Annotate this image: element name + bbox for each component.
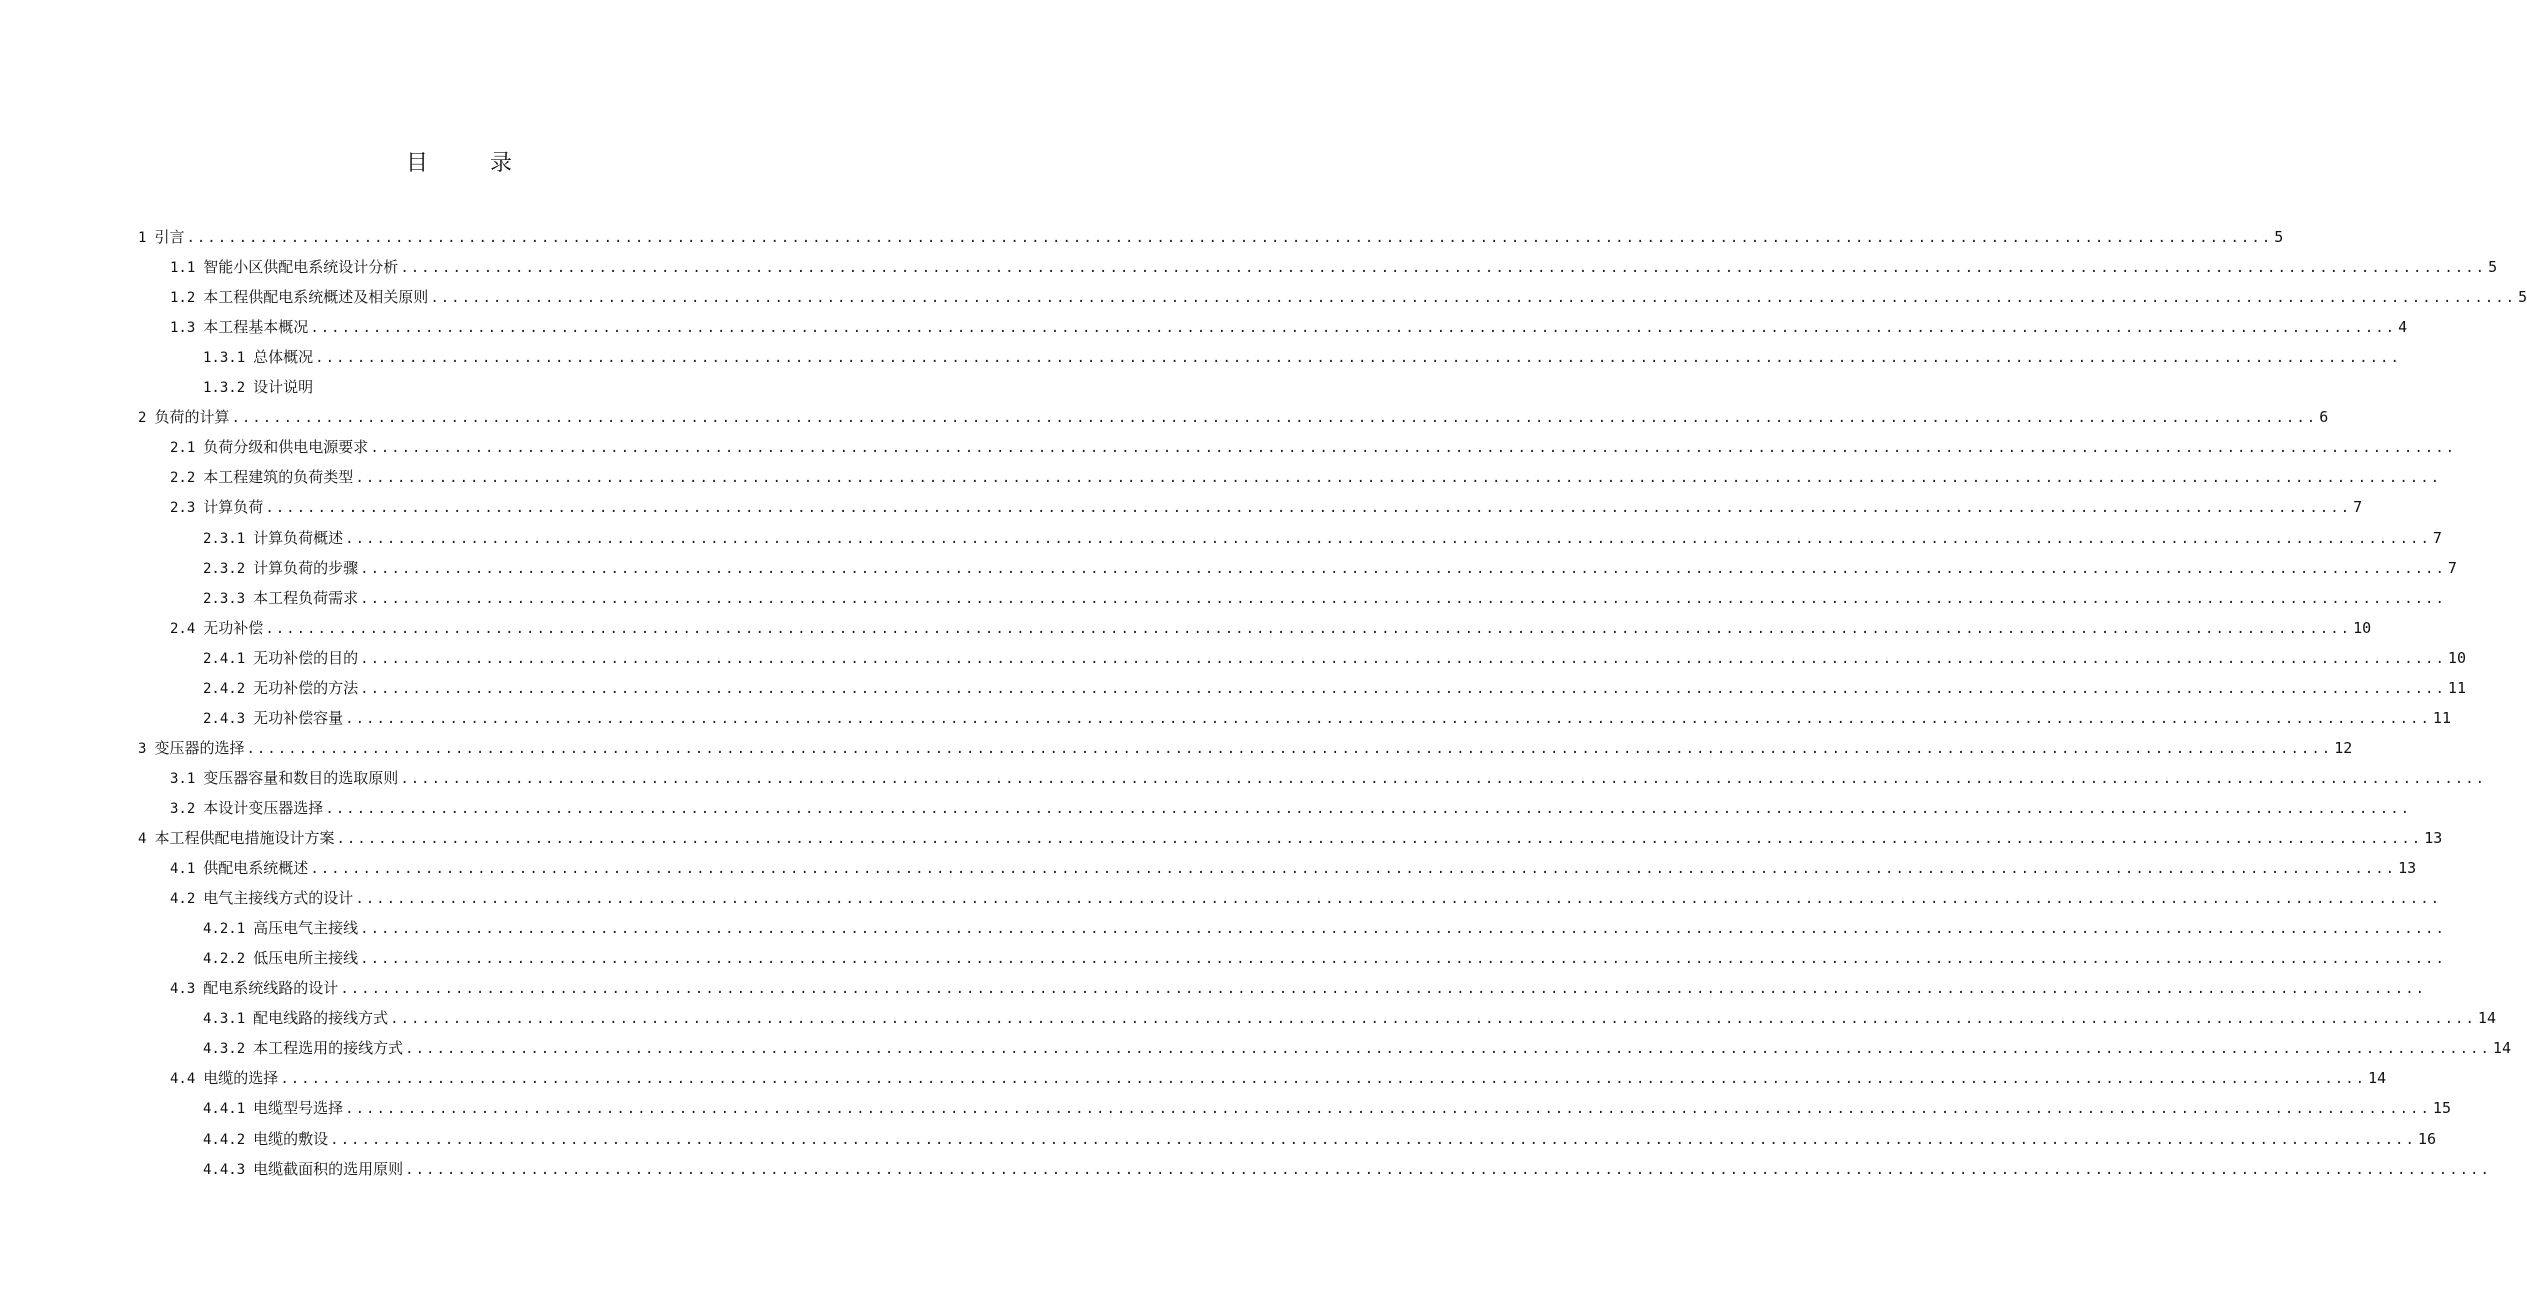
toc-entry-number: 1.3.2 — [203, 380, 246, 397]
toc-entry-title: 本设计变压器选择 — [203, 798, 324, 817]
toc-entry[interactable] — [203, 1154, 2491, 1184]
toc-entry-title: 电缆的敷设 — [253, 1129, 329, 1148]
toc-entry-title: 本工程基本概况 — [203, 318, 309, 337]
toc-entry-number: 2.3.1 — [203, 530, 246, 547]
toc-entry[interactable]: 1.1 智能小区供配电系统设计分析 ........................................................................................................................................................................................................ 5 — [170, 252, 842, 282]
toc-entry-number: 2.4.3 — [203, 710, 246, 727]
toc-entry[interactable]: 1 引言 ........................................................................................................................................................................................................ 5 — [138, 222, 842, 252]
toc-leader-dots: ........................................................................................................................................................................................................ — [360, 650, 2446, 667]
toc-entry[interactable]: 2.3.2 计算负荷的步骤 ........................................................................................................................................................................................................ 7 — [203, 553, 842, 583]
toc-leader-dots: ........................................................................................................................................................................................................ — [400, 260, 2487, 277]
toc-leader-dots: ........................................................................................................................................................................................................ — [400, 770, 2487, 787]
toc-leader-dots: ........................................................................................................................................................................................................ — [360, 560, 2446, 577]
toc-entry-title: 本工程选用的接线方式 — [253, 1039, 404, 1058]
toc-leader-dots: ........................................................................................................................................................................................................ — [405, 1161, 2491, 1178]
title-char-2: 录 — [490, 151, 515, 176]
toc-leader-dots: ........................................................................................................................................................................................................ — [186, 230, 2273, 246]
toc-entry[interactable] — [203, 342, 2401, 372]
toc-entry-number: 4.4.1 — [203, 1101, 246, 1118]
toc-entry[interactable]: 2.4 无功补偿 ........................................................................................................................................................................................................ 10 — [170, 613, 842, 643]
toc-entry[interactable]: 4.3.2 本工程选用的接线方式 ........................................................................................................................................................................................................ 14 — [203, 1033, 842, 1063]
toc-entry[interactable] — [170, 973, 2427, 1003]
toc-entry-number: 2.1 — [170, 440, 196, 457]
toc-entry[interactable]: 4.4.2 电缆的敷设 ........................................................................................................................................................................................................ 16 — [203, 1124, 842, 1154]
toc-entry[interactable]: 1.3 本工程基本概况 ........................................................................................................................................................................................................ 4 — [170, 312, 842, 342]
toc-leader-dots: ........................................................................................................................................................................................................ — [360, 680, 2446, 697]
toc-entry-number: 4.2 — [170, 891, 196, 908]
toc-entry-title: 负荷的计算 — [154, 408, 230, 427]
toc-entry-title: 设计说明 — [253, 378, 314, 397]
toc-leader-dots: ........................................................................................................................................................................................................ — [330, 1131, 2416, 1148]
toc-entry-title: 计算负荷 — [203, 498, 264, 517]
toc-leader-dots: ........................................................................................................................................................................................................ — [345, 710, 2431, 727]
toc-entry-number: 2.3.2 — [203, 560, 246, 577]
toc-entry[interactable] — [203, 913, 2446, 943]
toc-entry-number: 4.3.2 — [203, 1041, 246, 1058]
toc-leader-dots: ........................................................................................................................................................................................................ — [355, 470, 2442, 487]
toc-entry-title: 本工程供配电措施设计方案 — [154, 829, 335, 847]
toc-leader-dots: ........................................................................................................................................................................................................ — [360, 590, 2446, 607]
toc-leader-dots: ........................................................................................................................................................................................................ — [405, 1041, 2491, 1058]
toc-entry[interactable] — [170, 462, 2442, 492]
toc-entry-number: 2.4.2 — [203, 680, 246, 697]
toc-entry-title: 计算负荷概述 — [253, 528, 344, 547]
toc-entry[interactable]: 2.3 计算负荷 ........................................................................................................................................................................................................ 7 — [170, 492, 842, 522]
toc-entry-number: 3 — [138, 740, 147, 757]
toc-entry-number: 4.2.1 — [203, 921, 246, 938]
toc-entry-number: 4.2.2 — [203, 951, 246, 968]
toc-entry-title: 电缆的选择 — [203, 1069, 279, 1088]
toc-entry-number: 1 — [138, 230, 147, 246]
toc-entry-title: 电气主接线方式的设计 — [203, 889, 354, 908]
toc-entry-title: 无功补偿 — [203, 618, 264, 637]
toc-entry[interactable] — [170, 883, 2442, 913]
toc-entry-number: 2.2 — [170, 470, 196, 487]
toc-entry-title: 电缆型号选择 — [253, 1099, 344, 1118]
toc-leader-dots: ........................................................................................................................................................................................................ — [265, 500, 2352, 517]
toc-entry-title: 低压电所主接线 — [253, 949, 359, 968]
toc-entry-number: 4.1 — [170, 861, 196, 878]
title-char-1: 目 — [405, 151, 430, 176]
toc-entry[interactable] — [170, 763, 2487, 793]
toc-entry-number: 4 — [138, 831, 147, 847]
toc-leader-dots: ........................................................................................................................................................................................................ — [360, 921, 2446, 938]
toc-leader-dots: ........................................................................................................................................................................................................ — [280, 1071, 2367, 1088]
toc-entry-title: 引言 — [154, 228, 185, 246]
toc-leader-dots: ........................................................................................................................................................................................................ — [390, 1011, 2476, 1028]
toc-entry[interactable]: 3 变压器的选择 ........................................................................................................................................................................................................ 12 — [138, 733, 842, 763]
toc-leader-dots: ........................................................................................................................................................................................................ — [265, 620, 2352, 637]
toc-entry[interactable]: 4.4 电缆的选择 ........................................................................................................................................................................................................ 14 — [170, 1063, 842, 1093]
toc-entry-title: 配电系统线路的设计 — [203, 979, 339, 998]
toc-leader-dots: ........................................................................................................................................................................................................ — [340, 981, 2427, 998]
toc-entry[interactable] — [170, 432, 2457, 462]
toc-leader-dots: ........................................................................................................................................................................................................ — [345, 1101, 2431, 1118]
toc-entry-title: 无功补偿的目的 — [253, 648, 359, 667]
toc-entry-number: 2.4 — [170, 620, 196, 637]
toc-entry-number: 1.1 — [170, 260, 196, 277]
toc-entry-title: 计算负荷的步骤 — [253, 558, 359, 577]
toc-entry-number: 3.1 — [170, 770, 196, 787]
toc-entry-title: 电缆截面积的选用原则 — [253, 1159, 404, 1178]
toc-leader-dots: ........................................................................................................................................................................................................ — [310, 320, 2397, 337]
page-title — [0, 146, 920, 177]
toc-entry[interactable]: 1.2 本工程供配电系统概述及相关原则 ........................................................................................................................................................................................................ 5 — [170, 282, 842, 312]
toc-entry-number: 4.4.3 — [203, 1161, 246, 1178]
toc-entry-number: 4.3 — [170, 981, 196, 998]
toc-entry-title: 负荷分级和供电电源要求 — [203, 438, 369, 457]
toc-entry[interactable]: 4.1 供配电系统概述 ........................................................................................................................................................................................................ 13 — [170, 853, 842, 883]
toc-entry[interactable]: 2 负荷的计算 ........................................................................................................................................................................................................ 6 — [138, 402, 842, 432]
toc-entry-number: 1.2 — [170, 290, 196, 307]
toc-entry-number: 4.3.1 — [203, 1011, 246, 1028]
toc-entry-title: 供配电系统概述 — [203, 859, 309, 878]
toc-entry[interactable] — [203, 583, 2446, 613]
toc-entry-number: 2.4.1 — [203, 650, 246, 667]
toc-entry[interactable]: 2.4.3 无功补偿容量 ........................................................................................................................................................................................................ 11 — [203, 703, 842, 733]
toc-entry-title: 本工程建筑的负荷类型 — [203, 468, 354, 487]
toc-entry[interactable]: 4.4.1 电缆型号选择 ........................................................................................................................................................................................................ 15 — [203, 1093, 842, 1123]
toc-entry-title: 总体概况 — [253, 348, 314, 367]
toc-entry-title: 无功补偿的方法 — [253, 678, 359, 697]
toc-entry-number: 1.3.1 — [203, 350, 246, 367]
toc-entry-number: 2.3.3 — [203, 590, 246, 607]
toc-leader-dots: ........................................................................................................................................................................................................ — [360, 951, 2446, 968]
toc-leader-dots: ........................................................................................................................................................................................................ — [345, 530, 2431, 547]
toc-entry[interactable] — [170, 793, 2412, 823]
toc-entry[interactable]: 2.4.2 无功补偿的方法 ........................................................................................................................................................................................................ 11 — [203, 673, 842, 703]
toc-leader-dots: ........................................................................................................................................................................................................ — [355, 891, 2442, 908]
toc-entry-number: 1.3 — [170, 320, 196, 337]
toc-entry-number: 4.4.2 — [203, 1131, 246, 1148]
toc-leader-dots: ........................................................................................................................................................................................................ — [310, 861, 2397, 878]
toc-entry-title: 变压器容量和数目的选取原则 — [203, 768, 399, 787]
toc-leader-dots: ........................................................................................................................................................................................................ — [246, 740, 2333, 757]
toc-entry[interactable]: 2.4.1 无功补偿的目的 ........................................................................................................................................................................................................ 10 — [203, 643, 842, 673]
toc-entry-title: 本工程负荷需求 — [253, 588, 359, 607]
toc-leader-dots: ........................................................................................................................................................................................................ — [315, 350, 2401, 367]
toc-entry-number: 4.4 — [170, 1071, 196, 1088]
toc-entry-title: 无功补偿容量 — [253, 708, 344, 727]
toc-leader-dots: ........................................................................................................................................................................................................ — [325, 800, 2412, 817]
toc-leader-dots: ........................................................................................................................................................................................................ — [430, 290, 2517, 307]
toc-entry[interactable]: 4.3.1 配电线路的接线方式 ........................................................................................................................................................................................................ 14 — [203, 1003, 842, 1033]
toc-leader-dots: ........................................................................................................................................................................................................ — [370, 440, 2457, 457]
toc-entry-number: 2 — [138, 410, 147, 427]
toc-entry[interactable] — [203, 943, 2446, 973]
toc-leader-dots: ........................................................................................................................................................................................................ — [336, 831, 2423, 847]
toc-entry-title: 高压电气主接线 — [253, 919, 359, 938]
toc-entry[interactable] — [203, 372, 842, 402]
toc-entry[interactable]: 4 本工程供配电措施设计方案 ........................................................................................................................................................................................................ 13 — [138, 823, 842, 853]
toc-entry-title: 本工程供配电系统概述及相关原则 — [203, 288, 429, 307]
toc-entry-number: 2.3 — [170, 500, 196, 517]
toc-entry-title: 变压器的选择 — [154, 738, 245, 757]
toc-entry-title: 配电线路的接线方式 — [253, 1009, 389, 1028]
toc-entry-number: 3.2 — [170, 800, 196, 817]
toc-entry[interactable]: 2.3.1 计算负荷概述 ........................................................................................................................................................................................................ 7 — [203, 523, 842, 553]
toc-entry-title: 智能小区供配电系统设计分析 — [203, 258, 399, 277]
toc-leader-dots: ........................................................................................................................................................................................................ — [231, 410, 2318, 427]
